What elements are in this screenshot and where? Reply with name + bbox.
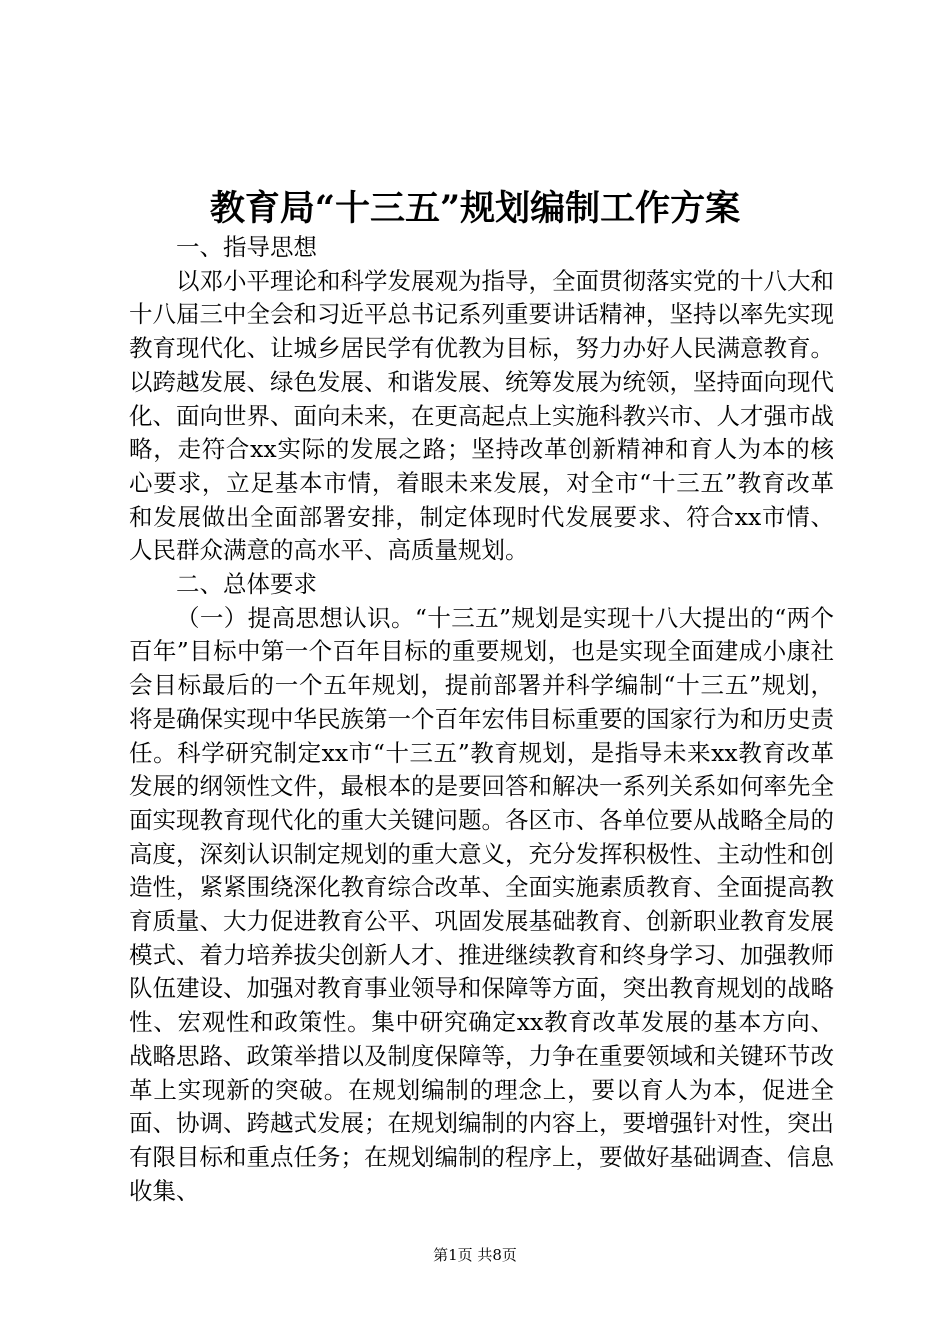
document-title: 教育局“十三五”规划编制工作方案: [209, 188, 741, 229]
section-heading: 一、指导思想: [176, 233, 317, 261]
body-paragraph: 以邓小平理论和科学发展观为指导，全面贯彻落实党的十八大和十八届三中全会和习近平总书记系列重要讲话精神，坚持以率先实现教育现代化、让城乡居民学有优教为目标，努力办好人民满意教育。以跨越发展、绿色发展、和谐发展、统筹发展为统领，坚持面向现代化、面向世界、面向未来，在更高起点上实施科教兴市、人才强市战略，走符合xx实际的发展之路；坚持改革创新精神和育人为本的核心要求，立足基本市情，着眼未来发展，对全市“十三五”教育改革和发展做出全面部署安排，制定体现时代发展要求、符合xx市情、人民群众满意的高水平、高质量规划。: [129, 266, 834, 565]
body-paragraph: （一）提高思想认识。“十三五”规划是实现十八大提出的“两个百年”目标中第一个百年目标的重要规划，也是实现全面建成小康社会目标最后的一个五年规划，提前部署并科学编制“十三五”规划，将是确保实现中华民族第一个百年宏伟目标重要的国家行为和历史责任。科学研究制定xx市“十三五”教育规划，是指导未来xx教育改革发展的纲领性文件，最根本的是要回答和解决一系列关系如何率先全面实现教育现代化的重大关键问题。各区市、各单位要从战略全局的高度，深刻认识制定规划的重大意义，充分发挥积极性、主动性和创造性，紧紧围绕深化教育综合改革、全面实施素质教育、全面提高教育质量、大力促进教育公平、巩固发展基础教育、创新职业教育发展模式、着力培养拔尖创新人才、推进继续教育和终身学习、加强教师队伍建设、加强对教育事业领导和保障等方面，突出教育规划的战略性、宏观性和政策性。集中研究确定xx教育改革发展的基本方向、战略思路、政策举措以及制度保障等，力争在重要领域和关键环节改革上实现新的突破。在规划编制的理念上，要以育人为本，促进全面、协调、跨越式发展；在规划编制的内容上，要增强针对性，突出有限目标和重点任务；在规划编制的程序上，要做好基础调查、信息收集、: [129, 603, 834, 1205]
page-number-footer: 第1页 共8页: [433, 1246, 517, 1264]
section-heading: 二、总体要求: [176, 570, 317, 599]
document-body: [129, 231, 834, 1208]
